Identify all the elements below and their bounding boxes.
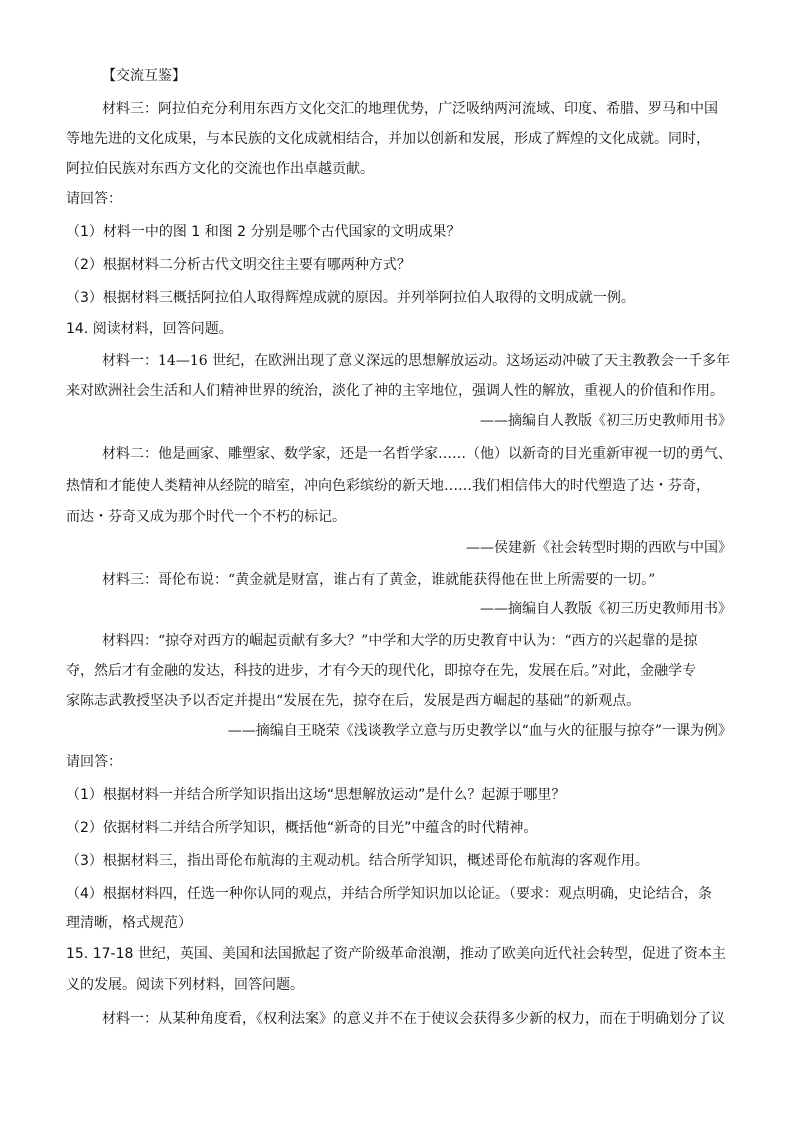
q14-material-3-source: ——摘编自人教版《初三历史教师用书》 [480,601,732,617]
q14-material-4-source: ——摘编自王晓荣《浅谈教学立意与历史教学以“血与火的征服与掠夺”一课为例》 [227,723,732,739]
q14-material-4-line-3: 家陈志武教授坚决予以否定并提出“发展在先，掠夺在后，发展是西方崛起的基础”的新观点。 [66,693,641,709]
q14-material-2-line-2: 热情和才能使人类精神从经院的暗室，冲向色彩缤纷的新天地……我们相信伟大的时代塑造了达・芬奇， [66,478,710,494]
q14-material-2-source: ——侯建新《社会转型时期的西欧与中国》 [466,540,732,556]
q14-question-4-line-2: 理清晰，格式规范） [66,915,192,931]
question-15-intro-line-1: 15. 17-18 世纪，英国、美国和法国掀起了资产阶级革命浪潮，推动了欧美向近代社会转型，促进了资本主 [66,946,726,962]
material-three-line-3: 阿拉伯民族对东西方文化的交流也作出卓越贡献。 [66,161,374,177]
question-1: （1）材料一中的图 1 和图 2 分别是哪个古代国家的文明成果？ [66,224,461,240]
q14-material-3: 材料三：哥伦布说：“黄金就是财富，谁占有了黄金，谁就能获得他在世上所需要的一切。” [102,572,656,588]
material-three-line-2: 等地先进的文化成果，与本民族的文化成就相结合，并加以创新和发展，形成了辉煌的文化成就。同时， [66,131,710,147]
q14-material-1-line-2: 来对欧洲社会生活和人们精神世界的统治，淡化了神的主宰地位，强调人性的解放，重视人的价值和作用。 [66,383,724,399]
section-header: 【交流互鉴】 [102,68,186,84]
question-2: （2）根据材料二分析古代文明交往主要有哪两种方式？ [66,257,411,273]
q14-material-2-line-1: 材料二：他是画家、雕塑家、数学家，还是一名哲学家……（他）以新奇的目光重新审视一切的勇气、 [102,446,732,462]
q15-material-1-line-1: 材料一：从某种角度看，《权利法案》的意义并不在于使议会获得多少新的权力，而在于明确划分了议 [102,1011,725,1027]
q14-material-2-line-3: 而达・芬奇又成为那个时代一个不朽的标记。 [66,509,346,525]
q14-material-1-line-1: 材料一：14—16 世纪，在欧洲出现了意义深远的思想解放运动。这场运动冲破了天主教教会一千多年 [102,353,731,369]
q14-question-4-line-1: （4）根据材料四，任选一种你认同的观点，并结合所学知识加以论证。（要求：观点明确，史论结合，条 [66,886,712,902]
q14-question-3: （3）根据材料三，指出哥伦布航海的主观动机。结合所学知识，概述哥伦布航海的客观作用。 [66,853,649,869]
q14-answer-prompt: 请回答： [66,754,122,770]
q14-question-1: （1）根据材料一并结合所学知识指出这场“思想解放运动”是什么？起源于哪里？ [66,787,566,803]
q14-material-4-line-2: 夺，然后才有金融的发达，科技的进步，才有今天的现代化，即掠夺在先，发展在后。”对此，金融学专 [66,663,697,679]
material-three-line-1: 材料三：阿拉伯充分利用东西方文化交汇的地理优势，广泛吸纳两河流域、印度、希腊、罗马和中国 [102,101,718,117]
question-3: （3）根据材料三概括阿拉伯人取得辉煌成就的原因。并列举阿拉伯人取得的文明成就一例。 [66,290,635,306]
q14-material-1-source: ——摘编自人教版《初三历史教师用书》 [480,413,732,429]
question-14-title: 14. 阅读材料，回答问题。 [66,321,233,337]
q14-question-2: （2）依据材料二并结合所学知识，概括他“新奇的目光”中蕴含的时代精神。 [66,820,538,836]
q14-material-4-line-1: 材料四：“掠夺对西方的崛起贡献有多大？”中学和大学的历史教育中认为：“西方的兴起靠的是掠 [102,633,698,649]
question-15-intro-line-2: 义的发展。阅读下列材料，回答问题。 [66,977,304,993]
answer-prompt: 请回答： [66,191,122,207]
